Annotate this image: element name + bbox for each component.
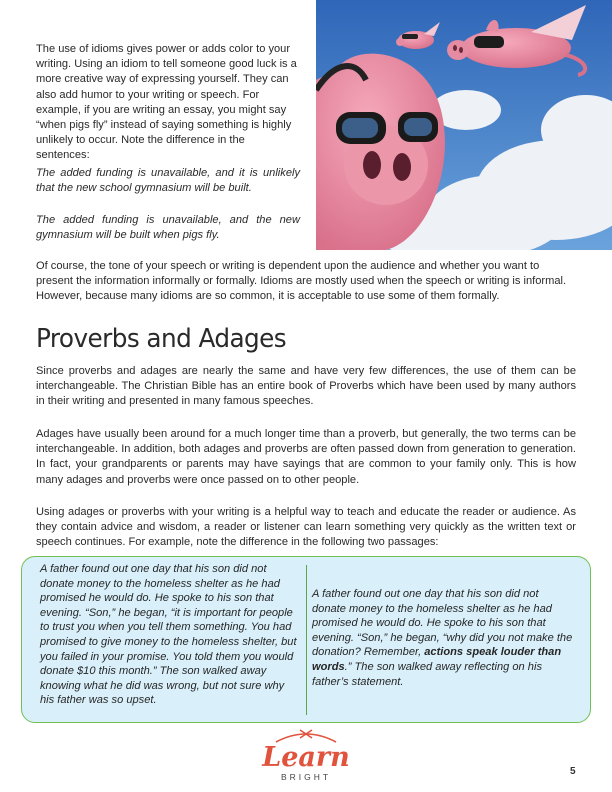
learn-bright-logo xyxy=(246,728,366,786)
proverbs-paragraph-1: Since proverbs and adages are nearly the same and have very few differences, the use of them can be interchangeable. The Christian Bible has an entire book of Proverbs which have been used by many authors in their writing and presented in many famous speeches. xyxy=(36,365,576,408)
proverb-highlight: actions speak louder than words xyxy=(312,646,562,673)
passage-with-proverb xyxy=(312,587,574,689)
proverbs-paragraph-3: Using adages or proverbs with your writing is a helpful way to teach and educate the reader or audience. As they contain advice and wisdom, a reader or listener can learn something very quickly as the written text or speech continues. For example, note the difference in the following two passages: xyxy=(36,506,576,549)
passage-text-after: .” The son walked away reflecting on his father’s statement. xyxy=(312,660,542,688)
flying-pigs-image xyxy=(316,0,612,250)
logo-word: Learn xyxy=(262,742,350,773)
passage-text-before: A father found out one day that his son did not donate money to the homeless shelter as he had promised he would do. He spoke to his son that evening. “Son,” he began, “why did you not make the donation? Remember, xyxy=(312,588,573,659)
example-sentence-2: The added funding is unavailable, and the new gymnasium will be built when pigs fly. xyxy=(36,214,300,242)
intro-paragraph: The use of idioms gives power or adds color to your writing. Using an idiom to tell someone good luck is a more creative way of expressing yourself. They can also add humor to your writing or speech. For example, if you are writing an essay, you might say “when pigs fly” instead of saying something is highly unlikely to occur. Note the difference in the sentences: xyxy=(36,43,297,162)
example-sentence-1: The added funding is unavailable, and it is unlikely that the new school gymnasium will be built. xyxy=(36,167,300,195)
page-number: 5 xyxy=(570,766,576,777)
logo-graphic xyxy=(246,728,366,786)
comparison-callout-box xyxy=(21,556,591,723)
flying-pigs-illustration xyxy=(316,0,612,250)
callout-divider xyxy=(306,565,307,715)
logo-pencil-icon xyxy=(276,730,336,742)
section-heading: Proverbs and Adages xyxy=(36,324,287,354)
tone-paragraph: Of course, the tone of your speech or writing is dependent upon the audience and whether you want to present the information informally or formally. Idioms are mostly used when the speech or writing is informal. However, because many idioms are so common, it is acceptable to use some of them formally. xyxy=(36,260,567,303)
logo-sub: BRIGHT xyxy=(280,772,332,782)
proverbs-paragraph-2: Adages have usually been around for a much longer time than a proverb, but generally, the two terms can be interchangeable. In addition, both adages and proverbs are often passed down from generation to generation. In fact, your grandparents or parents may have sayings that are common to your family only. This is how many adages and proverbs were once passed on to other people. xyxy=(36,428,576,486)
passage-without-proverb: A father found out one day that his son did not donate money to the homeless shelter as he had promised he would do. He spoke to his son that evening. “Son,” he began, “it is important for people to trust you when you tell them something. You had promised to give money to the homeless shelter, but you failed in your promise. You told them you would donate $10 this month.” The son walked away knowing what he did was wrong, but not sure why his father was so upset. xyxy=(40,563,297,707)
